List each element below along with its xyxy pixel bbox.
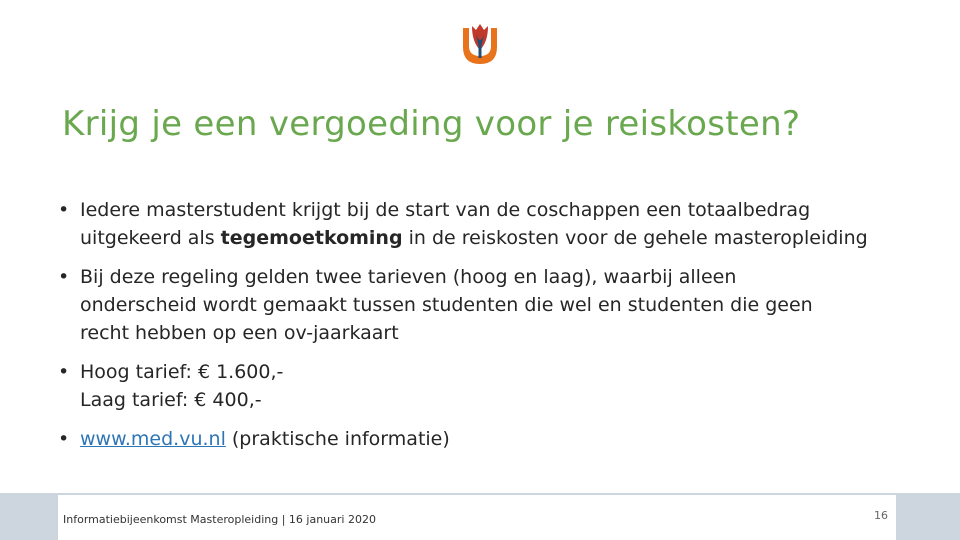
tulip-logo-icon — [459, 20, 501, 66]
bullet-line: Bij deze regeling gelden twee tarieven (hoog en laag), waarbij alleen — [80, 266, 737, 288]
bullet-marker: • — [58, 199, 70, 221]
emphasized-term: tegemoetkoming — [220, 227, 403, 249]
bullet-marker: • — [58, 266, 70, 288]
footer-box — [58, 495, 896, 540]
bullet-line — [80, 224, 938, 252]
low-rate-line: Laag tarief: € 400,- — [80, 389, 262, 411]
bullet-line — [80, 425, 938, 453]
bullet-text: uitgekeerd als — [80, 227, 221, 249]
bullet-line: onderscheid wordt gemaakt tussen studenten die wel en studenten die geen — [80, 294, 813, 316]
page-number: 16 — [874, 509, 888, 522]
bullet-item — [58, 263, 938, 347]
website-link[interactable]: www.med.vu.nl — [80, 428, 226, 450]
bullet-marker: • — [58, 428, 70, 450]
slide-title: Krijg je een vergoeding voor je reiskosten? — [62, 104, 801, 144]
bullet-line: Iedere masterstudent krijgt bij de start van de coschappen een totaalbedrag — [80, 199, 811, 221]
bullet-item — [58, 425, 938, 453]
high-rate-line: Hoog tarief: € 1.600,- — [80, 361, 284, 383]
bullet-text: in de reiskosten voor de gehele masteropleiding — [402, 227, 868, 249]
bullet-item — [58, 358, 938, 414]
bullet-text: (praktische informatie) — [225, 428, 450, 450]
bullet-list — [58, 196, 938, 464]
bullet-line: recht hebben op een ov-jaarkaart — [80, 322, 399, 344]
bullet-item — [58, 196, 938, 252]
footer-band — [0, 493, 960, 540]
footer-text: Informatiebijeenkomst Masteropleiding | 16 januari 2020 — [63, 513, 376, 526]
bullet-marker: • — [58, 361, 70, 383]
